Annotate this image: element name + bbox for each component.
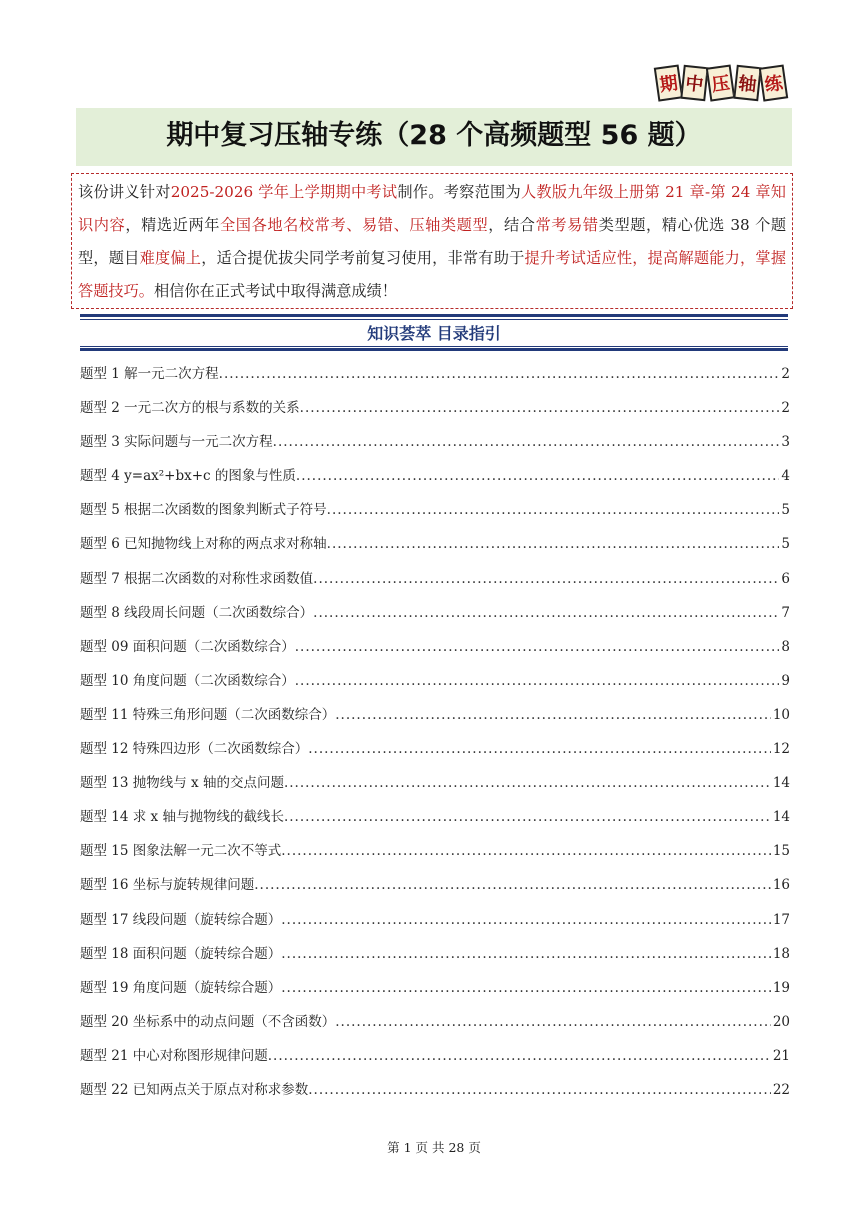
intro-highlight: 常考易错 [535, 216, 599, 234]
toc-entry-page: 18 [772, 945, 790, 962]
toc-entry[interactable] [80, 1010, 790, 1044]
toc-leader-dots [273, 434, 780, 450]
toc-entry[interactable] [80, 942, 790, 976]
toc-entry-page: 5 [781, 502, 790, 519]
toc-leader-dots [327, 536, 780, 552]
toc-entry-page: 22 [772, 1081, 790, 1098]
toc-entry[interactable] [80, 976, 790, 1010]
series-badge [656, 66, 786, 100]
toc-entry[interactable] [80, 908, 790, 942]
toc-leader-dots [254, 877, 771, 893]
toc-leader-dots [295, 673, 780, 689]
toc-entry[interactable] [80, 396, 790, 430]
toc-entry[interactable] [80, 498, 790, 532]
toc-entry-page: 19 [772, 979, 790, 996]
toc-entry-page: 2 [781, 400, 790, 417]
intro-text: ，适合提优拔尖同学考前复习使用，非常有助于 [201, 249, 525, 267]
toc-leader-dots [313, 605, 779, 621]
toc-entry[interactable] [80, 873, 790, 907]
toc-entry-label: 题型 17 线段问题（旋转综合题） [80, 911, 282, 928]
page-footer: 第 1 页 共 28 页 [387, 1140, 481, 1155]
toc-entry[interactable] [80, 703, 790, 737]
toc-entry[interactable] [80, 362, 790, 396]
toc-entry[interactable] [80, 737, 790, 771]
intro-text: ，精选近两年 [125, 216, 221, 234]
toc-entry-label: 题型 20 坐标系中的动点问题（不含函数） [80, 1013, 336, 1030]
toc-entry-page: 21 [772, 1047, 790, 1064]
toc-leader-dots [284, 775, 771, 791]
intro-text: 相信你在正式考试中取得满意成绩！ [153, 282, 397, 300]
toc-entry-page: 17 [772, 911, 790, 928]
toc-leader-dots [284, 809, 771, 825]
intro-text: 类型题，精心优选 38 个题型，题目 [78, 216, 787, 267]
intro-text: ，结合 [488, 216, 536, 234]
intro-text: 该份讲义针对 [78, 183, 171, 201]
toc-heading: 知识荟萃 目录指引 [367, 323, 501, 343]
toc-entry-page: 2 [781, 366, 790, 382]
toc-entry-page: 15 [772, 843, 790, 860]
toc-entry-label: 题型 1 解一元二次方程 [80, 366, 219, 382]
toc-entry-page: 4 [781, 468, 790, 485]
toc-entry-page: 14 [772, 775, 790, 792]
toc-entry[interactable] [80, 567, 790, 601]
toc-leader-dots [281, 843, 771, 859]
badge-char: 中 [680, 65, 709, 101]
toc-leader-dots [281, 912, 771, 928]
toc-entry-label: 题型 09 面积问题（二次函数综合） [80, 638, 295, 655]
toc-entry-label: 题型 2 一元二次方的根与系数的关系 [80, 400, 300, 417]
toc-entry-label: 题型 14 求 x 轴与抛物线的截线长 [80, 809, 284, 826]
intro-highlight: 人教版九年级上册第 21 章-第 24 章知识内容 [78, 183, 786, 234]
toc-top-rule [80, 314, 788, 317]
page-title: 期中复习压轴专练（28 个高频题型 56 题） [166, 119, 702, 151]
toc-leader-dots [295, 639, 780, 655]
toc-leader-dots [300, 400, 780, 416]
toc-entry[interactable] [80, 430, 790, 464]
intro-highlight: 2025-2026 学年上学期期中考试 [170, 183, 398, 201]
toc-entry-page: 12 [772, 741, 790, 758]
toc-entry[interactable] [80, 532, 790, 566]
toc-entry[interactable] [80, 1078, 790, 1112]
table-of-contents [80, 362, 790, 1112]
badge-char: 练 [759, 64, 789, 101]
toc-entry[interactable] [80, 805, 790, 839]
toc-entry[interactable] [80, 635, 790, 669]
toc-entry-label: 题型 11 特殊三角形问题（二次函数综合） [80, 706, 336, 723]
badge-char: 轴 [733, 65, 762, 101]
toc-entry[interactable] [80, 601, 790, 635]
toc-entry-label: 题型 15 图象法解一元二次不等式 [80, 843, 282, 860]
toc-leader-dots [335, 1014, 771, 1030]
toc-entry[interactable] [80, 839, 790, 873]
badge-char: 期 [654, 64, 684, 101]
toc-entry-label: 题型 22 已知两点关于原点对称求参数 [80, 1081, 309, 1098]
intro-highlight: 提升考试适应性，提高解题能力，掌握答题技巧。 [78, 249, 787, 300]
toc-bottom-rule-thin [80, 346, 788, 347]
toc-entry-label: 题型 13 抛物线与 x 轴的交点问题 [80, 775, 284, 792]
intro-highlight: 全国各地名校常考、易错、压轴类题型 [220, 216, 489, 234]
toc-entry-label: 题型 3 实际问题与一元二次方程 [80, 434, 273, 451]
toc-entry[interactable] [80, 1044, 790, 1078]
toc-entry-label: 题型 6 已知抛物线上对称的两点求对称轴 [80, 536, 327, 553]
toc-leader-dots [296, 468, 779, 484]
toc-entry-label: 题型 18 面积问题（旋转综合题） [80, 945, 282, 962]
toc-entry-label: 题型 4 y=ax²+bx+c 的图象与性质 [80, 468, 296, 485]
toc-entry-label: 题型 21 中心对称图形规律问题 [80, 1047, 268, 1064]
toc-leader-dots [219, 366, 780, 382]
toc-leader-dots [308, 741, 771, 757]
toc-entry-page: 14 [772, 809, 790, 826]
toc-entry-page: 5 [781, 536, 790, 553]
toc-entry-page: 20 [772, 1013, 790, 1030]
toc-entry-label: 题型 7 根据二次函数的对称性求函数值 [80, 570, 314, 587]
toc-leader-dots [327, 502, 780, 518]
toc-entry-label: 题型 8 线段周长问题（二次函数综合） [80, 604, 314, 621]
intro-box [71, 173, 793, 309]
toc-entry-label: 题型 19 角度问题（旋转综合题） [80, 979, 282, 996]
toc-entry-page: 6 [781, 570, 790, 587]
badge-char: 压 [706, 64, 736, 101]
toc-entry-page: 3 [781, 434, 790, 451]
toc-entry-label: 题型 12 特殊四边形（二次函数综合） [80, 741, 309, 758]
intro-highlight: 难度偏上 [139, 249, 202, 267]
toc-entry-page: 7 [781, 604, 790, 621]
toc-leader-dots [281, 946, 771, 962]
toc-entry[interactable] [80, 771, 790, 805]
toc-entry-label: 题型 10 角度问题（二次函数综合） [80, 672, 295, 689]
toc-entry[interactable] [80, 464, 790, 498]
toc-entry[interactable] [80, 669, 790, 703]
toc-entry-page: 8 [781, 638, 790, 655]
toc-leader-dots [308, 1082, 771, 1098]
toc-entry-page: 16 [772, 877, 790, 894]
toc-leader-dots [313, 571, 779, 587]
toc-entry-page: 10 [772, 706, 790, 723]
toc-leader-dots [335, 707, 771, 723]
toc-entry-label: 题型 5 根据二次函数的图象判断式子符号 [80, 502, 327, 519]
toc-entry-label: 题型 16 坐标与旋转规律问题 [80, 877, 255, 894]
toc-leader-dots [281, 980, 771, 996]
toc-leader-dots [268, 1048, 771, 1064]
toc-entry-page: 9 [781, 672, 790, 689]
toc-bottom-rule [80, 348, 788, 351]
intro-text: 制作。考察范围为 [397, 183, 521, 201]
